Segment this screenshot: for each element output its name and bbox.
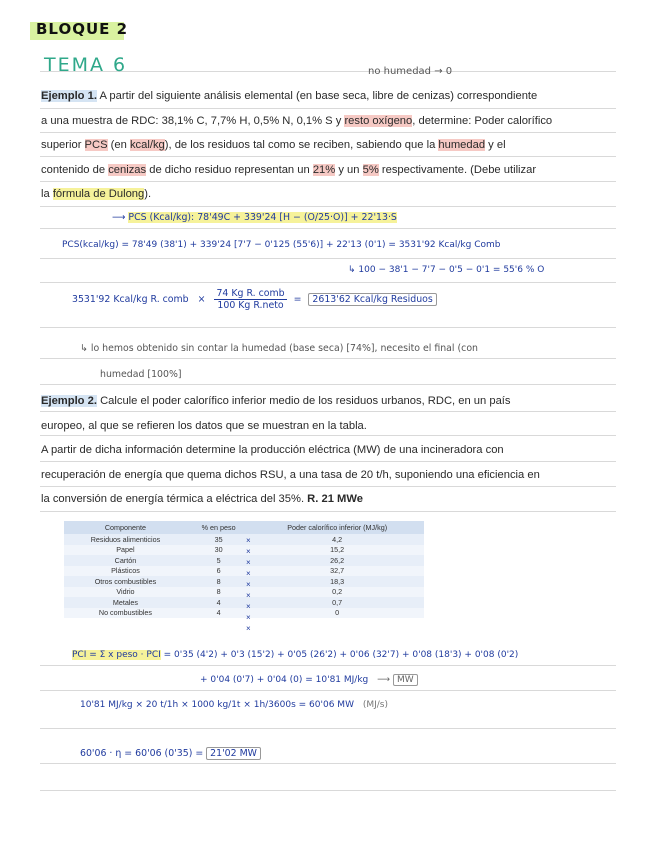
ex1-5pct: 5% — [362, 163, 379, 176]
ex1-21pct: 21% — [312, 163, 336, 176]
eta-term: 60'06 · η — [80, 748, 122, 759]
example-2-label: Ejemplo 2. — [41, 395, 97, 407]
ex2-line2: europeo, al que se refieren los datos que se muestran en la tabla. — [41, 419, 367, 432]
ex1-line1: A partir del siguiente análisis elemental (en base seca, libre de cenizas) correspondiente — [96, 90, 538, 102]
table-cell: 35 — [187, 534, 250, 545]
table-cell: Otros combustibles — [64, 576, 187, 587]
ex1-pcs: PCS — [84, 139, 108, 151]
eta-calc: = 60'06 (0'35) = — [121, 748, 207, 759]
example-2 — [41, 389, 607, 512]
mw-result: = 60'06 MW — [298, 700, 354, 710]
table-cell: 18,3 — [250, 576, 424, 587]
table-cell: 30 — [187, 545, 250, 556]
mw-unit-tag: (MJ/s) — [362, 700, 389, 710]
ex1-line3c: (en — [107, 139, 130, 151]
table-header: Poder calorífico inferior (MJ/kg) — [250, 521, 424, 534]
table-cell: 15,2 — [250, 545, 424, 556]
multiply-mark: × — [246, 547, 251, 556]
table-row — [64, 576, 424, 587]
multiply-mark: × — [246, 591, 251, 600]
ex2-answer: R. 21 MWe — [307, 493, 363, 505]
ex1-line4c: de dicho residuo representan un — [146, 163, 313, 176]
example-1-label: Ejemplo 1. — [41, 90, 97, 102]
table-cell: 4,2 — [250, 534, 424, 545]
table-row — [64, 555, 424, 566]
pci-formula: PCI = Σ x peso · PCI — [72, 650, 161, 660]
pci-result: + 0'04 (0'7) + 0'04 (0) = 10'81 MJ/kg — [200, 675, 369, 685]
ex1-line3a: superior — [41, 139, 85, 151]
note-no-humedad: no humedad → 0 — [368, 66, 453, 77]
example-1 — [41, 84, 607, 207]
table-cell: No combustibles — [64, 608, 187, 619]
table-header-row — [64, 521, 424, 534]
multiply-mark: × — [246, 536, 251, 545]
table-cell: Plásticos — [64, 566, 187, 577]
table-cell: 32,7 — [250, 566, 424, 577]
table-row — [64, 608, 424, 619]
conversion-den: 100 Kg R.neto — [217, 300, 284, 311]
multiply-mark: × — [246, 613, 251, 622]
conversion-num: 74 Kg R. comb — [216, 288, 285, 299]
table-header: % en peso — [187, 521, 250, 534]
table-cell: Papel — [64, 545, 187, 556]
conversion-fraction — [214, 288, 286, 311]
ex2-line3: A partir de dicha información determine la producción eléctrica (MW) de una incineradora con — [41, 444, 504, 456]
pci-calculation-1 — [72, 650, 518, 660]
mw-calculation: 10'81 MJ/kg × 20 t/1h × 1000 kg/1t × 1h/3600s = 60'06 MW (MJ/s) — [80, 700, 389, 710]
efficiency-calculation — [80, 748, 261, 759]
ex1-line3e: ), de los residuos tal como se reciben, sabiendo que la — [164, 139, 439, 151]
ex1-dulong: fórmula de Dulong — [52, 188, 145, 200]
table-cell: 0,2 — [250, 587, 424, 598]
note-base-seca-2: humedad [100%] — [100, 369, 182, 380]
table-header: Componente — [64, 521, 187, 534]
multiply-mark: × — [246, 580, 251, 589]
ex1-line2c: , determine: Poder calorífico — [412, 114, 553, 127]
table-cell: Residuos alimenticios — [64, 534, 187, 545]
ex1-line3g: y el — [485, 139, 506, 151]
conversion-lhs: 3531'92 Kcal/kg R. comb — [72, 294, 189, 305]
multiply-mark: × — [246, 569, 251, 578]
ex2-line5: la conversión de energía térmica a eléctrica del 35%. — [41, 493, 308, 505]
ex2-line4: recuperación de energía que quema dichos RSU, a una tasa de 20 t/h, suponiendo una eficiencia en — [41, 468, 540, 481]
note-base-seca-1: ↳ lo hemos obtenido sin contar la humedad (base seca) [74%], necesito el final (con — [80, 343, 478, 354]
ex1-line4e: y un — [335, 163, 363, 176]
final-result: 21'02 MW — [206, 747, 261, 760]
bloque-title: BLOQUE 2 — [36, 20, 129, 38]
table-row — [64, 597, 424, 608]
table-cell: 26,2 — [250, 555, 424, 566]
oxygen-calculation: ↳ 100 − 38'1 − 7'7 − 0'5 − 0'1 = 55'6 % O — [348, 265, 545, 275]
ex1-cenizas: cenizas — [108, 163, 147, 176]
ex1-line4g: respectivamente. (Debe utilizar — [378, 163, 537, 176]
pci-calculation-2: + 0'04 (0'7) + 0'04 (0) = 10'81 MJ/kg ⟶ MW — [200, 675, 418, 685]
conversion-result: 2613'62 Kcal/kg Residuos — [308, 293, 436, 306]
ex2-line1: Calcule el poder calorífico inferior medio de los residuos urbanos, RDC, en un país — [96, 395, 511, 407]
dulong-formula-text: PCS (Kcal/kg): 78'49C + 339'24 [H − (O/25·O)] + 22'13·S — [128, 212, 397, 223]
ex1-line5c: ). — [144, 188, 152, 200]
table-cell: 4 — [187, 608, 250, 619]
table-cell: 4 — [187, 597, 250, 608]
multiply-mark: × — [246, 602, 251, 611]
mw-term-d: 1h/3600s — [253, 700, 296, 710]
multiply-mark: × — [246, 624, 251, 633]
table-cell: Vidrio — [64, 587, 187, 598]
ex1-resto-oxigeno: resto oxígeno — [344, 114, 413, 127]
table-cell: 8 — [187, 576, 250, 587]
dulong-formula: ⟶ PCS (Kcal/kg): 78'49C + 339'24 [H − (O/25·O)] + 22'13·S — [112, 212, 397, 223]
multiply-mark: × — [246, 558, 251, 567]
table-row — [64, 587, 424, 598]
table-cell: 6 — [187, 566, 250, 577]
table-row — [64, 566, 424, 577]
ex1-line2a: a una muestra de RDC: 38,1% C, 7,7% H, 0,5% N, 0,1% S y — [41, 114, 345, 127]
table-cell: Metales — [64, 597, 187, 608]
mw-term-a: 10'81 MJ/kg — [80, 700, 133, 710]
ex1-humedad: humedad — [438, 139, 486, 151]
tema-title: TEMA 6 — [44, 54, 128, 76]
table-row — [64, 545, 424, 556]
pci-terms: = 0'35 (4'2) + 0'3 (15'2) + 0'05 (26'2) + 0'06 (32'7) + 0'08 (18'3) + 0'08 (0'2) — [160, 650, 519, 660]
table-cell: 8 — [187, 587, 250, 598]
composition-table — [64, 521, 424, 618]
table-row — [64, 534, 424, 545]
mw-term-b: 20 t/1h — [145, 700, 179, 710]
ex1-line5a: la — [41, 188, 53, 200]
table-cell: Cartón — [64, 555, 187, 566]
ex1-line4a: contenido de — [41, 163, 109, 176]
pcs-calculation: PCS(kcal/kg) = 78'49 (38'1) + 339'24 [7'7 − 0'125 (55'6)] + 22'13 (0'1) = 3531'92 Kcal/kg Comb — [62, 240, 501, 250]
pci-mw-tag: MW — [393, 674, 418, 686]
ex1-kcal-kg: kcal/kg — [129, 139, 165, 151]
conversion-line: 3531'92 Kcal/kg R. comb × $\frac{\text{74 Kg R. comb}}{\text{100 Kg R.neto}}$ = 2613'62 Kcal/kg Residuos — [72, 288, 437, 311]
table-cell: 5 — [187, 555, 250, 566]
table-cell: 0,7 — [250, 597, 424, 608]
table-cell: 0 — [250, 608, 424, 619]
mw-term-c: 1000 kg/1t — [191, 700, 241, 710]
